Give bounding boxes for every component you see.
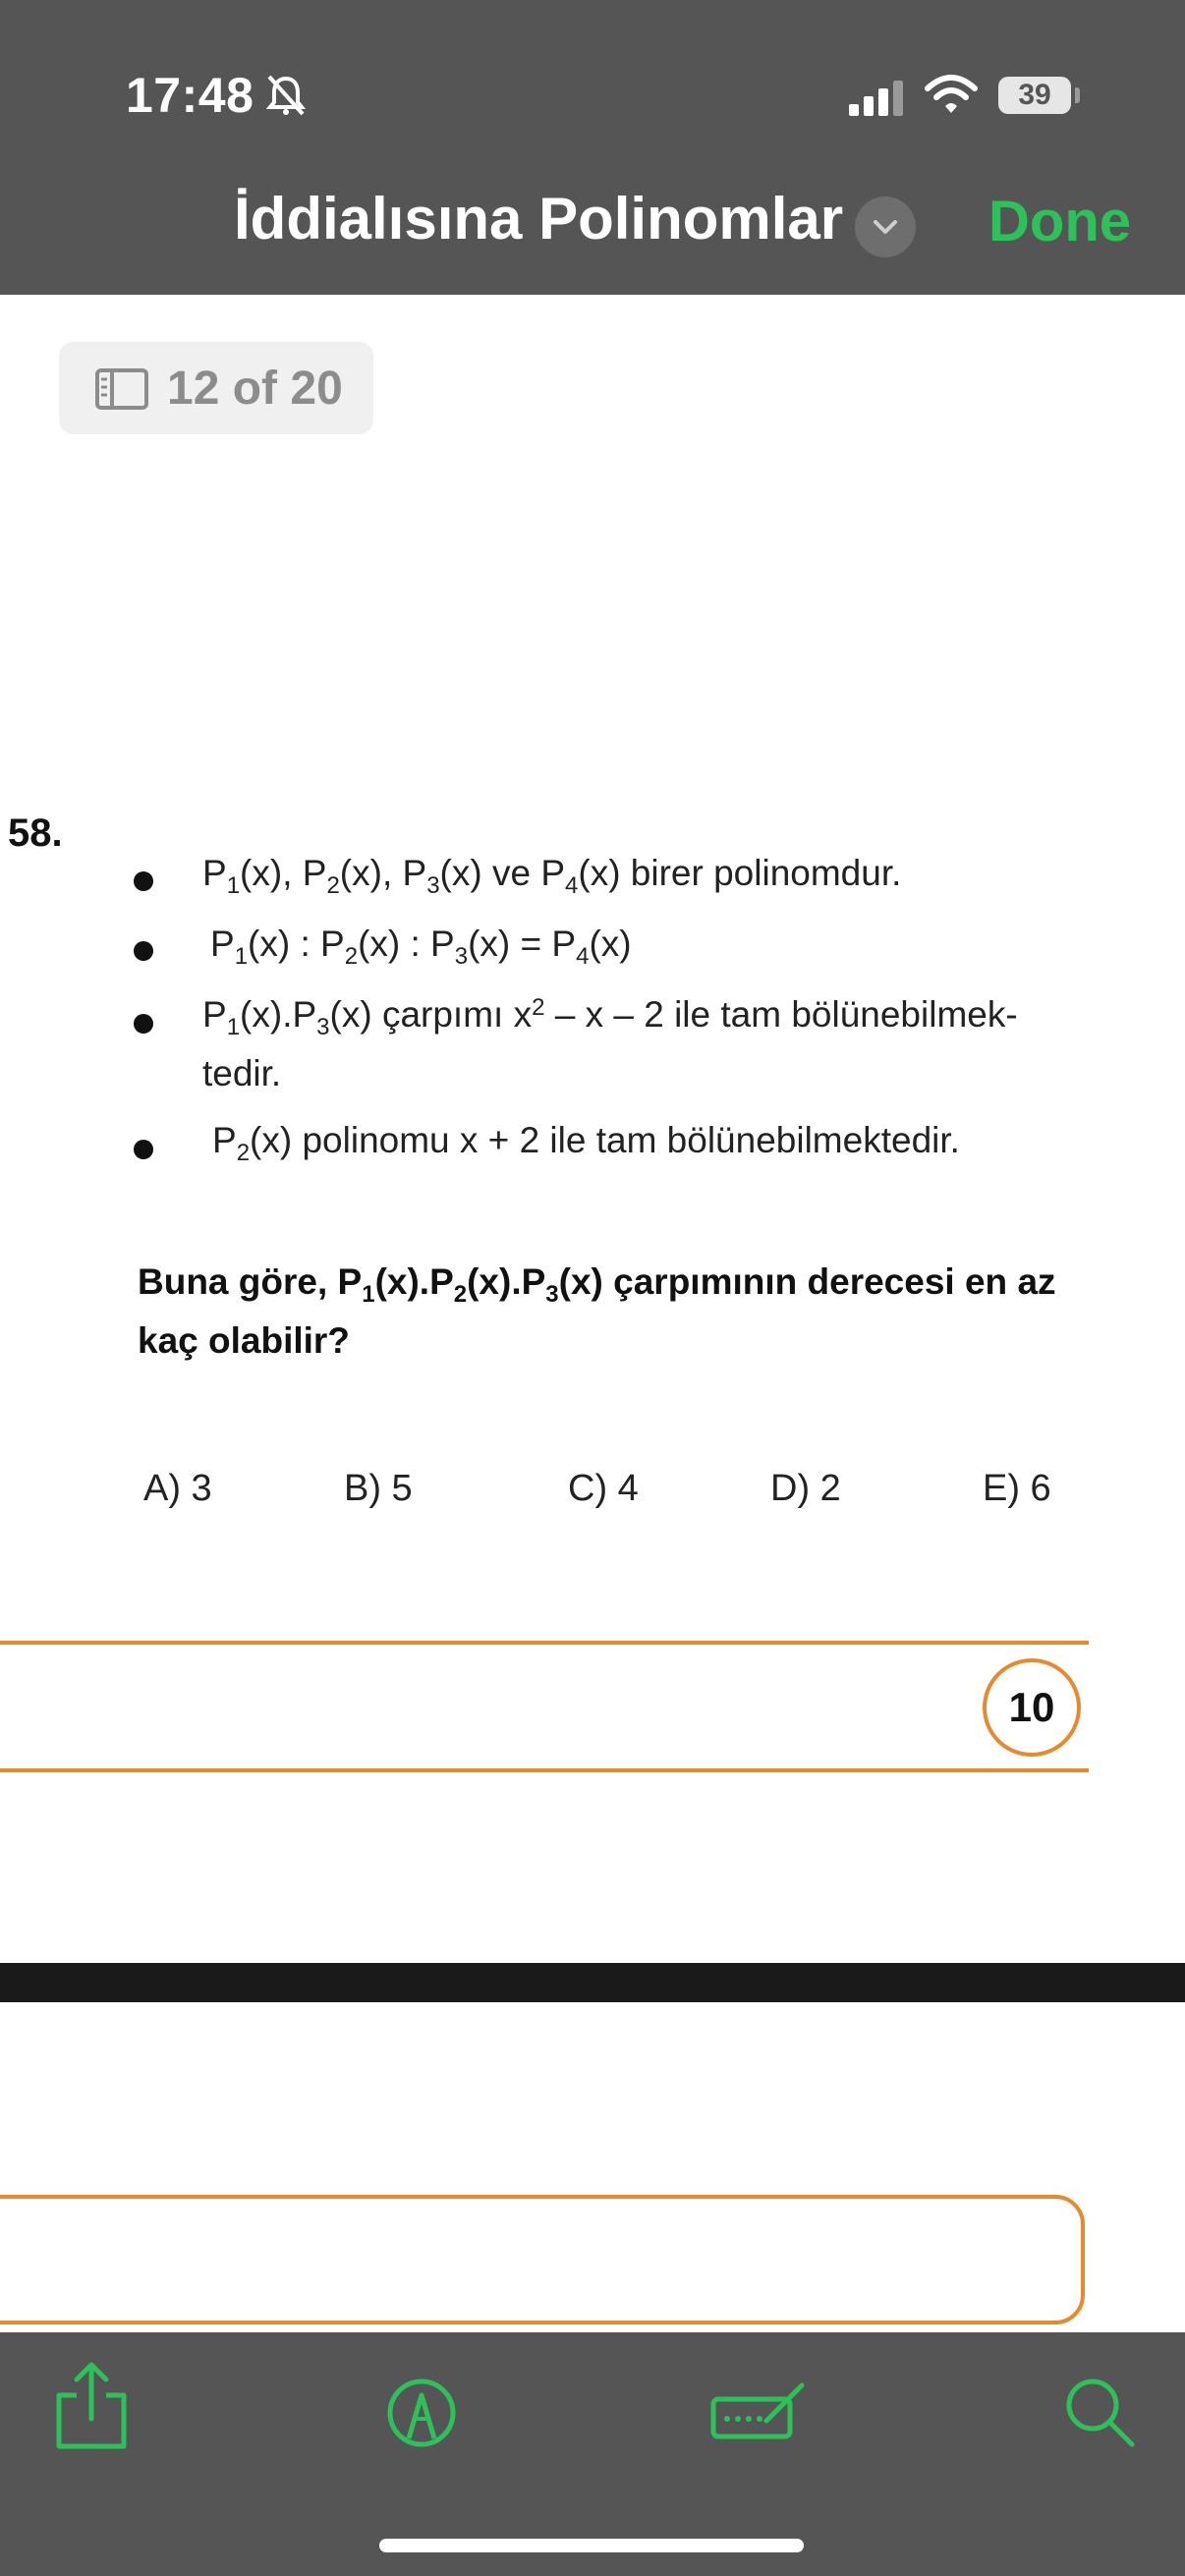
- title-menu-button[interactable]: [855, 196, 916, 257]
- bullet-dot: [134, 1140, 153, 1159]
- done-button[interactable]: Done: [988, 190, 1131, 253]
- statement-3: $P_1(x).P_3(x)$ çarpımı $x^2$ – x – 2 ile tam bölünebilmek-: [202, 994, 1018, 1040]
- choice-e: E) 6: [983, 1468, 1051, 1509]
- document-title[interactable]: İddialısına Polinomlar: [234, 186, 844, 252]
- share-icon[interactable]: [47, 2356, 136, 2454]
- statement-1: $P_1(x)$, $P_2(x)$, $P_3(x)$ ve $P_4(x)$ birer polinomdur.: [202, 853, 902, 899]
- bullet-dot: [134, 941, 153, 961]
- status-time: 17:48: [126, 68, 254, 123]
- page-indicator[interactable]: [59, 342, 373, 434]
- battery-tip: [1075, 87, 1080, 103]
- markup-icon[interactable]: [377, 2356, 466, 2454]
- chevron-down-icon: [855, 196, 916, 257]
- bullet-dot: [134, 1014, 153, 1034]
- cellular-signal-icon: [847, 79, 906, 118]
- bell-slash-icon: [263, 73, 309, 118]
- question-prompt-line-2: kaç olabilir?: [138, 1320, 350, 1361]
- page-indicator-label: 12 of 20: [167, 363, 343, 415]
- page-footer-top-rule: [0, 1641, 1089, 1645]
- choice-a: A) 3: [143, 1468, 212, 1509]
- choice-b: B) 5: [344, 1468, 413, 1509]
- page-footer-bottom-rule: [0, 1768, 1089, 1772]
- page-separator: [0, 1963, 1185, 2002]
- battery-indicator: 39: [998, 77, 1071, 114]
- choice-d: D) 2: [770, 1468, 841, 1509]
- statement-2: $P_1(x)$ : $P_2(x)$ : $P_3(x) = P_4(x)$: [210, 924, 632, 970]
- bullet-dot: [134, 871, 153, 891]
- search-icon[interactable]: [1057, 2356, 1146, 2454]
- statement-3-continuation: tedir.: [202, 1053, 282, 1093]
- question-prompt: Buna göre, $P_1(x).P_2(x).P_3(x)$ çarpımının derecesi en az: [138, 1261, 1056, 1308]
- statement-4: $P_2(x)$ polinomu x + 2 ile tam bölünebilmektedir.: [212, 1120, 960, 1166]
- home-indicator[interactable]: [379, 2539, 804, 2552]
- choice-c: C) 4: [568, 1468, 639, 1509]
- page-number-badge: 10: [983, 1658, 1081, 1757]
- signature-icon[interactable]: [707, 2356, 816, 2454]
- sidebar-icon: [94, 367, 149, 411]
- question-number: 58.: [8, 812, 63, 855]
- wifi-icon: [924, 73, 979, 116]
- next-page-header-box: [0, 2195, 1085, 2324]
